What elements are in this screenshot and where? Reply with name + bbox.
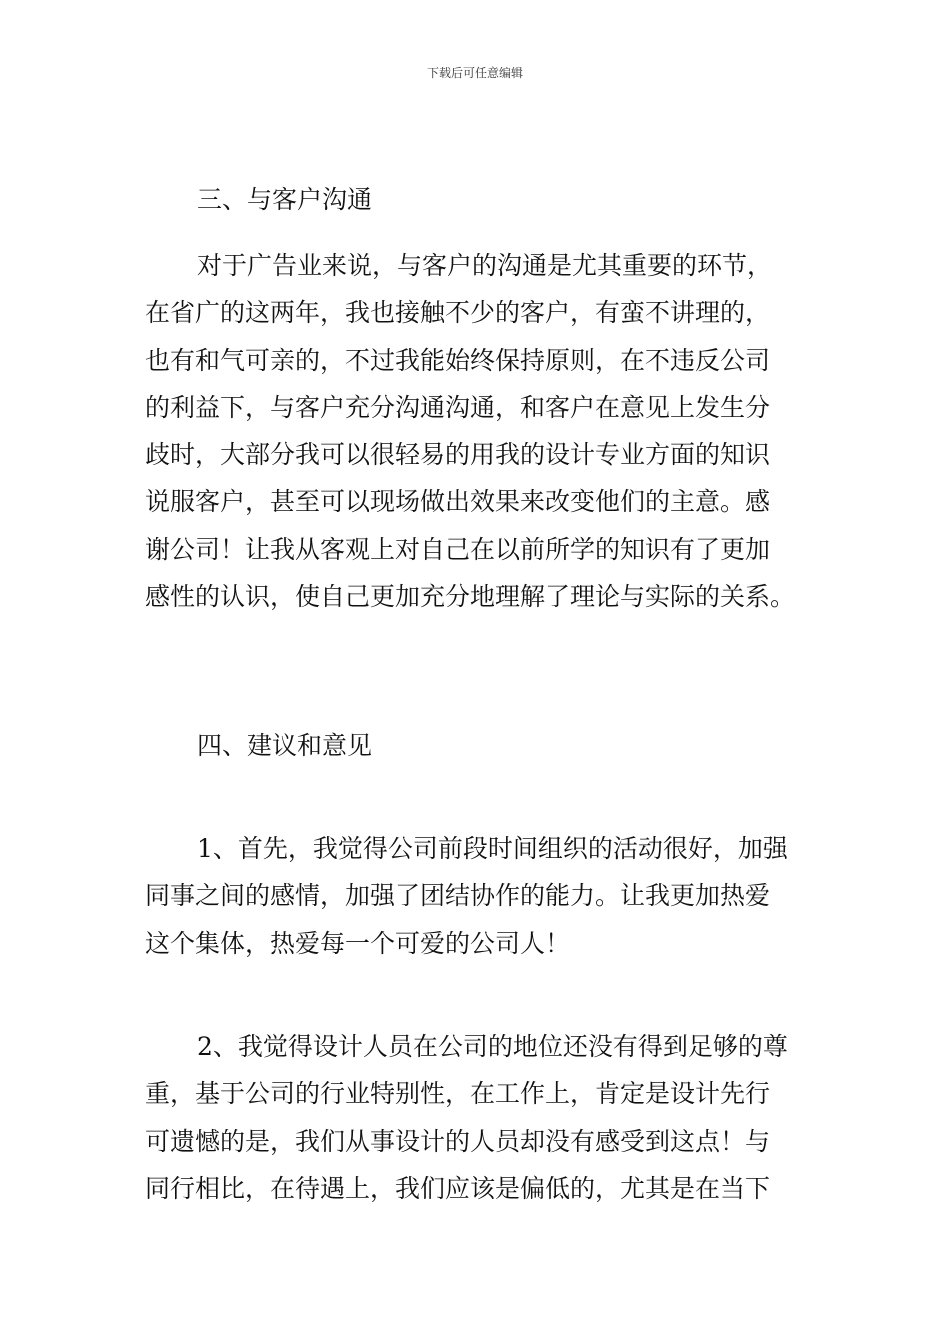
paragraph-line: 歧时，大部分我可以很轻易的用我的设计专业方面的知识: [145, 440, 771, 470]
section-heading-suggestions: 四、建议和意见: [197, 731, 373, 760]
paragraph-line: 1、首先，我觉得公司前段时间组织的活动很好，加强: [197, 834, 788, 863]
paragraph-line: 2、我觉得设计人员在公司的地位还没有得到足够的尊: [197, 1032, 788, 1061]
paragraph-suggestion-1: [145, 825, 809, 967]
paragraph-line: 可遗憾的是，我们从事设计的人员却没有感受到这点！与: [145, 1126, 771, 1156]
paragraph-customer-communication: [145, 242, 809, 620]
paragraph-line: 同事之间的感情，加强了团结协作的能力。让我更加热爱: [145, 881, 771, 911]
paragraph-line: 感性的认识，使自己更加充分地理解了理论与实际的关系。: [145, 582, 796, 612]
paragraph-line: 重，基于公司的行业特别性，在工作上，肯定是设计先行: [145, 1079, 771, 1109]
paragraph-line: 说服客户，甚至可以现场做出效果来改变他们的主意。感: [145, 487, 771, 517]
paragraph-line: 谢公司！让我从客观上对自己在以前所学的知识有了更加: [145, 534, 771, 564]
section-heading-customer-communication: 三、与客户沟通: [197, 185, 373, 214]
paragraph-line: 这个集体，热爱每一个可爱的公司人！: [145, 928, 571, 958]
paragraph-line: 也有和气可亲的，不过我能始终保持原则，在不违反公司: [145, 345, 771, 375]
paragraph-line: 对于广告业来说，与客户的沟通是尤其重要的环节，: [197, 251, 773, 280]
paragraph-suggestion-2: [145, 1023, 809, 1212]
paragraph-line: 的利益下，与客户充分沟通沟通，和客户在意见上发生分: [145, 392, 771, 422]
paragraph-line: 在省广的这两年，我也接触不少的客户，有蛮不讲理的，: [145, 298, 771, 328]
page-header-note: 下载后可任意编辑: [426, 66, 523, 80]
paragraph-line: 同行相比，在待遇上，我们应该是偏低的，尤其是在当下: [145, 1173, 771, 1203]
